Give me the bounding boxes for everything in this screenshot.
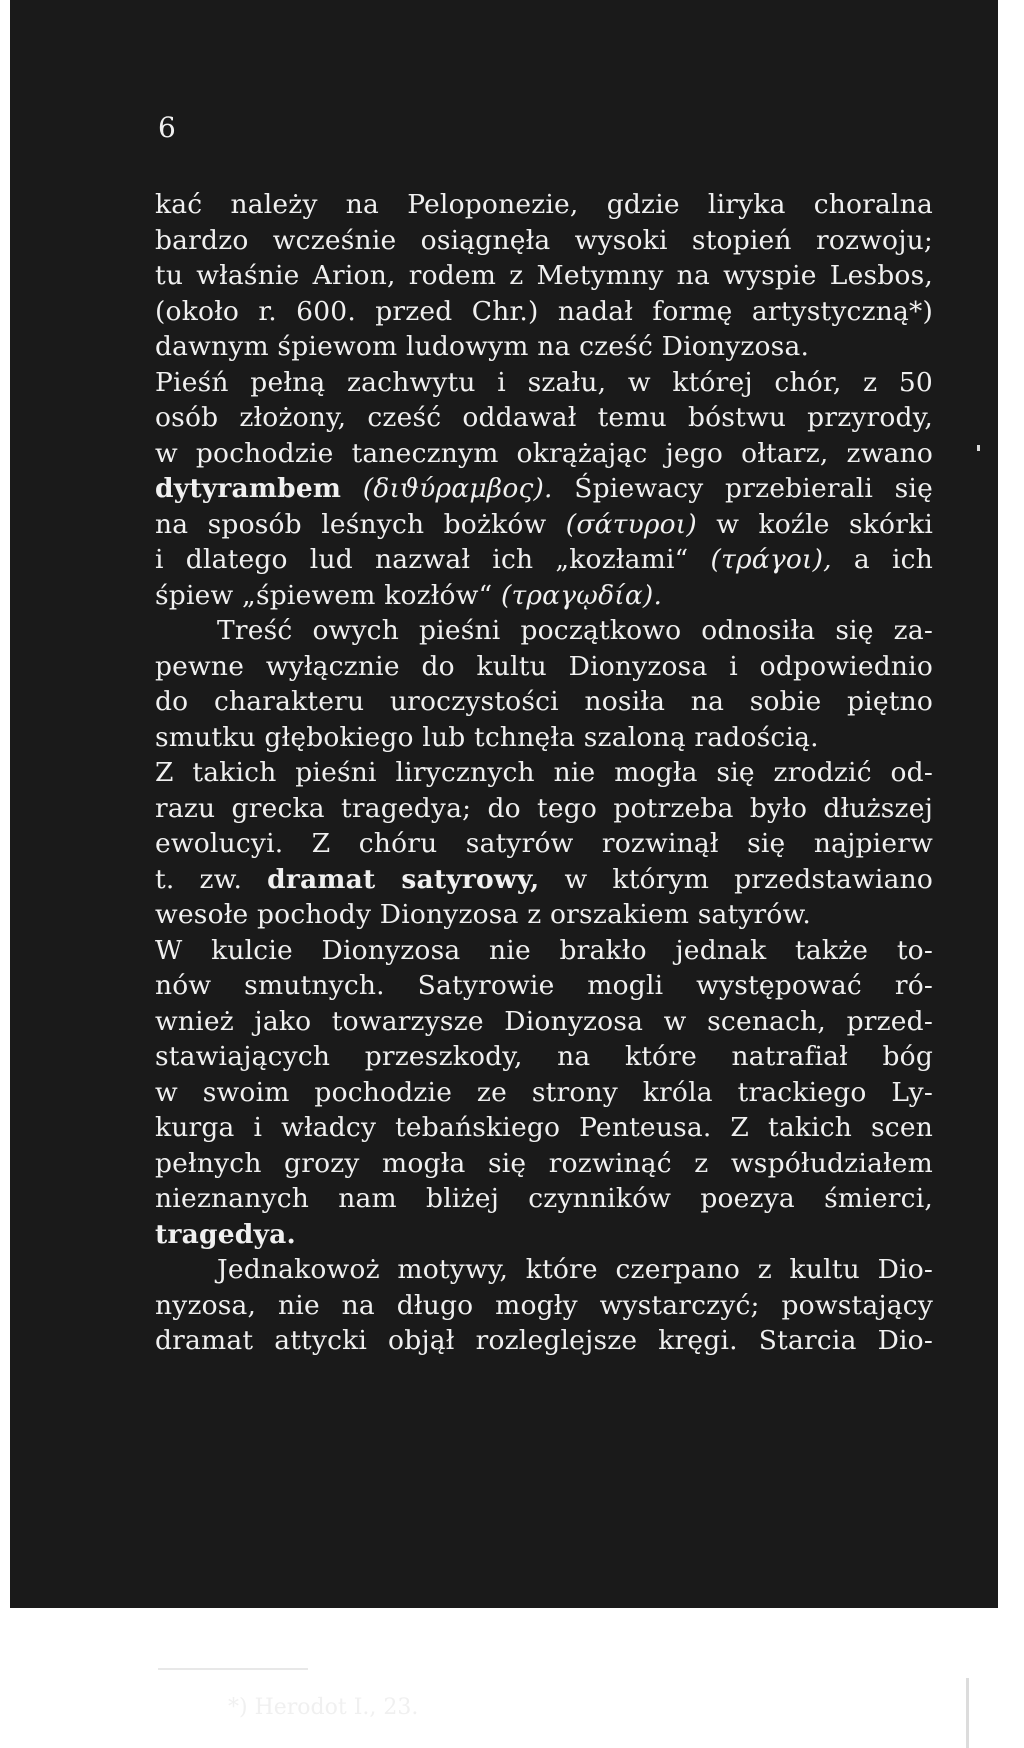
line-segment: kać należy na Peloponezie, gdzie liryka choralna bbox=[155, 189, 933, 220]
text-line bbox=[155, 755, 933, 791]
line-segment: pełnych grozy mogła się rozwinąć z współudziałem bbox=[155, 1147, 933, 1179]
line-segment: ewolucyi. Z chóru satyrów rozwinął się najpierw bbox=[155, 828, 933, 859]
text-line bbox=[155, 542, 933, 578]
text-line bbox=[155, 258, 933, 294]
line-segment: pewne wyłącznie do kultu Dionyzosa i odpowiednio bbox=[155, 650, 933, 682]
bold-term: dramat satyrowy, bbox=[267, 863, 540, 895]
text-line bbox=[155, 329, 933, 365]
line-segment: W kulcie Dionyzosa nie brakło jednak także to- bbox=[155, 934, 933, 966]
text-line bbox=[155, 791, 933, 827]
text-line bbox=[155, 897, 933, 933]
text-line bbox=[155, 1217, 933, 1253]
text-line bbox=[155, 1110, 933, 1146]
text-line bbox=[155, 862, 933, 898]
text-line bbox=[155, 400, 933, 436]
line-segment: Treść owych pieśni początkowo odnosiła się za- bbox=[217, 615, 933, 646]
line-segment: osób złożony, cześć oddawał temu bóstwu przyrody, bbox=[155, 402, 933, 433]
greek-term: (διϑύραμβος). bbox=[362, 473, 553, 504]
footnote-rule bbox=[158, 1668, 308, 1670]
line-segment: nyzosa, nie na długo mogły wystarczyć; powstający bbox=[155, 1289, 933, 1321]
margin-bar bbox=[966, 1678, 969, 1748]
text-line bbox=[155, 933, 933, 969]
greek-term: (τραγῳδία). bbox=[500, 579, 663, 611]
text-line bbox=[155, 578, 933, 614]
text-line bbox=[155, 720, 933, 756]
text-line bbox=[155, 471, 933, 507]
line-segment: w którym przedstawiano bbox=[539, 863, 933, 895]
text-line bbox=[155, 223, 933, 259]
line-segment: Śpiewacy przebierali się bbox=[552, 473, 933, 504]
text-line bbox=[155, 1181, 933, 1217]
bold-term: dytyrambem bbox=[155, 473, 342, 504]
line-segment: w koźle skórki bbox=[696, 508, 934, 540]
text-line bbox=[155, 1252, 933, 1288]
line-segment: na sposób leśnych bożków bbox=[155, 508, 566, 540]
line-segment: a ich bbox=[831, 544, 933, 575]
line-segment: tu właśnie Arion, rodem z Metymny na wyspie Lesbos, bbox=[155, 260, 933, 291]
line-segment: Jednakowoż motywy, które czerpano z kultu Dio- bbox=[217, 1254, 933, 1285]
line-segment: śpiew „śpiewem kozłów“ bbox=[155, 579, 501, 611]
text-line bbox=[155, 684, 933, 720]
text-line bbox=[155, 507, 933, 543]
greek-term: (σάτυροι) bbox=[565, 508, 697, 540]
greek-term: (τράγοι), bbox=[710, 544, 832, 575]
line-segment: smutku głębokiego lub tchnęła szaloną radością. bbox=[155, 721, 819, 753]
line-segment: w swoim pochodzie ze strony króla trackiego Ly- bbox=[155, 1076, 933, 1108]
book-page bbox=[10, 0, 998, 1720]
line-segment: Pieśń pełną zachwytu i szału, w której chór, z 50 bbox=[155, 366, 933, 398]
text-line bbox=[155, 1288, 933, 1324]
text-line bbox=[155, 436, 933, 472]
line-segment: razu grecka tragedya; do tego potrzeba było dłuższej bbox=[155, 792, 933, 824]
scan-edge-right bbox=[998, 0, 1024, 1608]
text-line bbox=[155, 1039, 933, 1075]
text-line bbox=[155, 1323, 933, 1359]
line-segment: wesołe pochody Dionyzosa z orszakiem satyrów. bbox=[155, 899, 811, 930]
line-segment: bardzo wcześnie osiągnęła wysoki stopień rozwoju; bbox=[155, 224, 933, 256]
text-line bbox=[155, 968, 933, 1004]
line-segment: stawiających przeszkody, na które natrafiał bóg bbox=[155, 1041, 933, 1072]
text-line bbox=[155, 826, 933, 862]
line-segment: dawnym śpiewom ludowym na cześć Dionyzosa. bbox=[155, 331, 810, 362]
margin-mark bbox=[977, 445, 980, 451]
page-number: 6 bbox=[158, 111, 176, 144]
text-line bbox=[155, 187, 933, 223]
line-segment: (około r. 600. przed Chr.) nadał formę artystyczną*) bbox=[155, 295, 933, 327]
line-segment: Z takich pieśni lirycznych nie mogła się zrodzić od- bbox=[155, 757, 933, 788]
text-line bbox=[155, 294, 933, 330]
footnote: *) Herodot I., 23. bbox=[228, 1695, 419, 1720]
line-segment: nieznanych nam bliżej czynników poezya śmierci, bbox=[155, 1183, 933, 1214]
text-line bbox=[155, 365, 933, 401]
scan-edge-left bbox=[0, 0, 10, 1608]
line-segment: nów smutnych. Satyrowie mogli występować ró- bbox=[155, 970, 933, 1001]
line-segment: i dlatego lud nazwał ich „kozłami“ bbox=[155, 544, 711, 575]
text-line bbox=[155, 1146, 933, 1182]
line-segment: wnież jako towarzysze Dionyzosa w scenach, przed- bbox=[155, 1005, 933, 1037]
line-segment: t. zw. bbox=[155, 863, 268, 895]
line-segment: dramat attycki objął rozleglejsze kręgi. Starcia Dio- bbox=[155, 1325, 933, 1356]
text-line bbox=[155, 613, 933, 649]
body-text bbox=[155, 187, 933, 1359]
text-line bbox=[155, 1075, 933, 1111]
text-line bbox=[155, 649, 933, 685]
text-line bbox=[155, 1004, 933, 1040]
line-segment: w pochodzie tanecznym okrążając jego ołtarz, zwano bbox=[155, 437, 933, 469]
line-segment: do charakteru uroczystości nosiła na sobie piętno bbox=[155, 686, 933, 717]
line-segment: kurga i władcy tebańskiego Penteusa. Z takich scen bbox=[155, 1112, 933, 1143]
bold-term: tragedya. bbox=[155, 1218, 296, 1250]
